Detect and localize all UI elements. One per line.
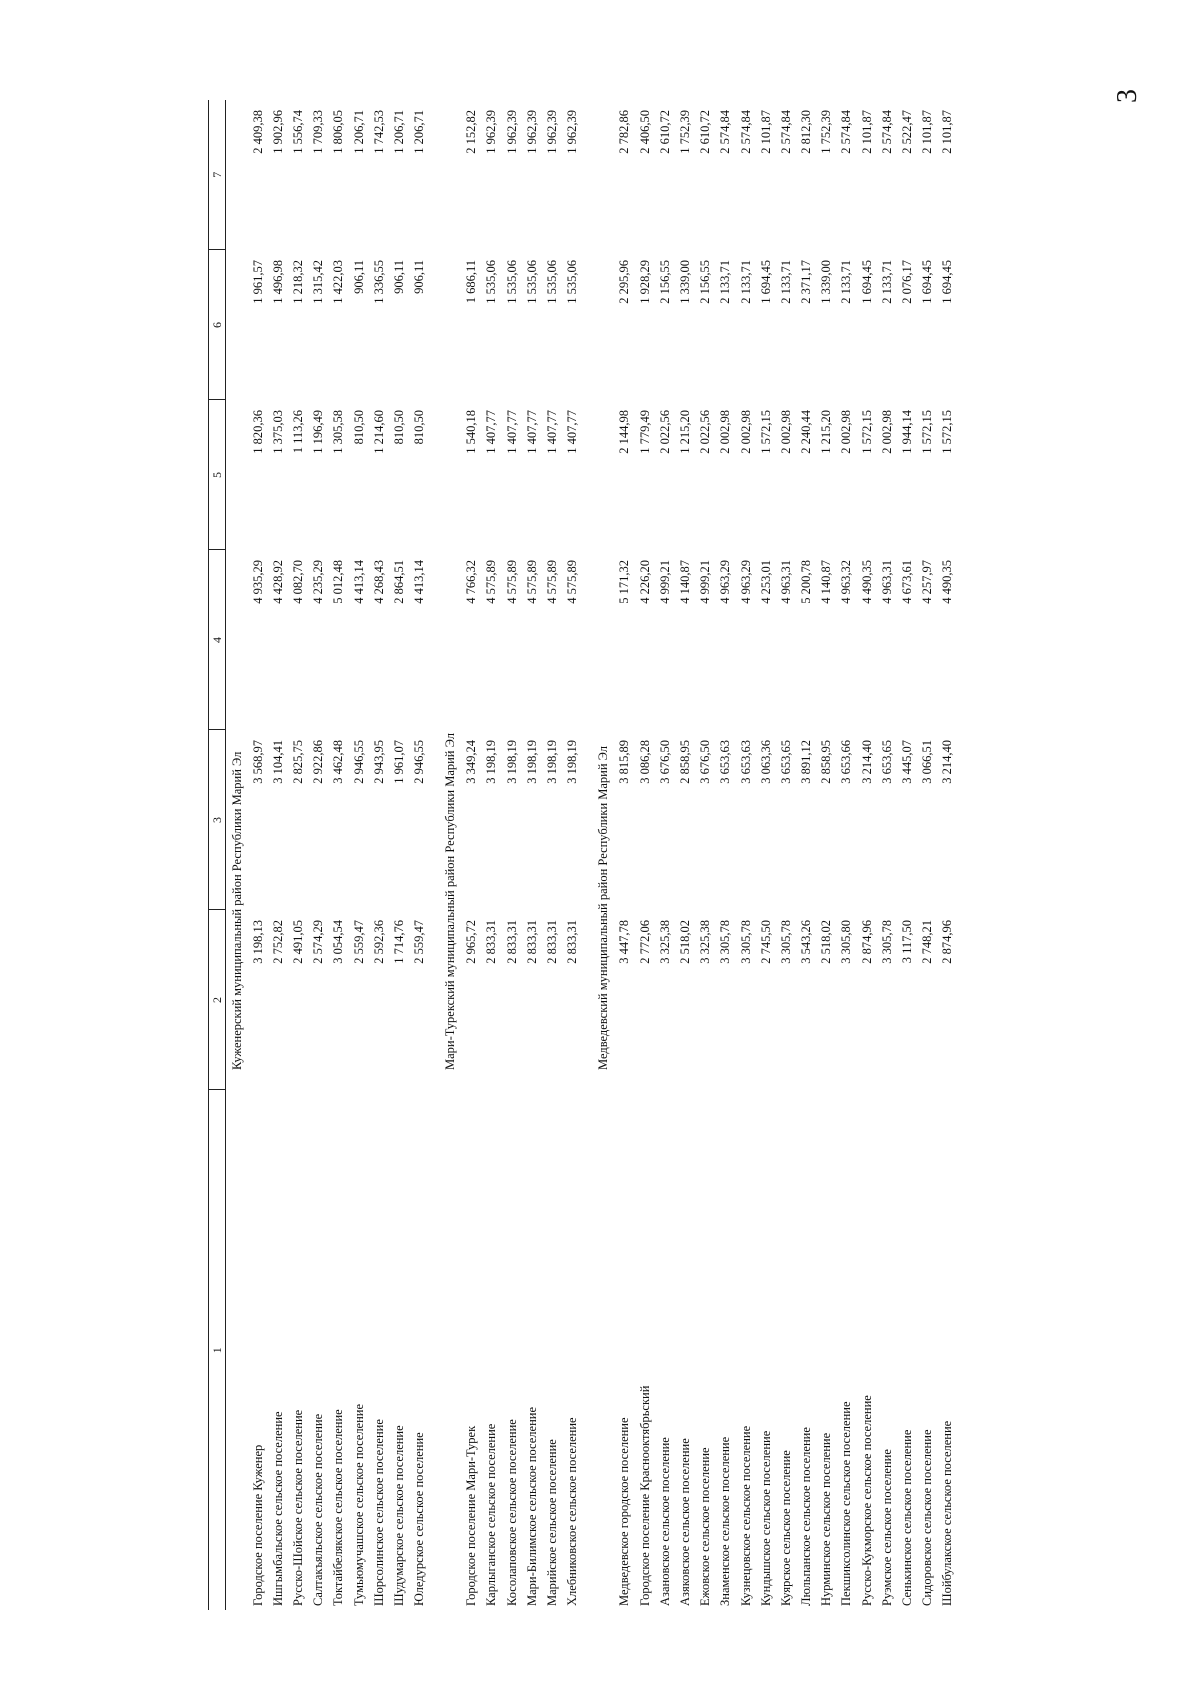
settlement-name: Городское поселение Краснооктябрьский xyxy=(637,1385,652,1606)
table-cell: 2 133,71 xyxy=(738,260,753,304)
table-row xyxy=(857,100,877,1610)
table-row xyxy=(756,100,776,1610)
table-cell: 2 943,95 xyxy=(371,740,386,784)
settlement-name: Тумьюмучашское сельское поселение xyxy=(351,1403,366,1606)
settlement-name: Русско-Шойское сельское поселение xyxy=(290,1409,305,1606)
table-cell: 4 268,43 xyxy=(371,560,386,604)
column-number: 6 xyxy=(209,250,226,400)
table-cell: 4 226,20 xyxy=(637,560,652,604)
section-header-row xyxy=(226,100,249,1610)
gap-cell xyxy=(583,100,593,1610)
table-row xyxy=(776,100,796,1610)
table-cell: 3 305,78 xyxy=(718,920,733,964)
table-cell: 3 653,65 xyxy=(879,740,894,784)
table-row xyxy=(462,100,482,1610)
table-cell: 4 935,29 xyxy=(250,560,265,604)
table-cell: 4 235,29 xyxy=(311,560,326,604)
table-cell: 2 574,84 xyxy=(718,110,733,154)
table-cell: 2 825,75 xyxy=(290,740,305,784)
table-cell: 3 054,54 xyxy=(331,920,346,964)
table-cell: 2 833,31 xyxy=(545,920,560,964)
settlement-name: Мари-Билимское сельское поселение xyxy=(524,1407,539,1606)
table-cell: 1 962,39 xyxy=(565,110,580,154)
table-cell: 1 572,15 xyxy=(859,410,874,454)
table-cell: 1 422,03 xyxy=(331,260,346,304)
table-cell: 2 002,98 xyxy=(778,410,793,454)
table-cell: 2 101,87 xyxy=(920,110,935,154)
table-cell: 4 999,21 xyxy=(698,560,713,604)
table-row xyxy=(482,100,502,1610)
table-row xyxy=(797,100,817,1610)
table-cell: 1 752,39 xyxy=(819,110,834,154)
table-row xyxy=(837,100,857,1610)
table-cell: 3 066,51 xyxy=(920,740,935,784)
table-row xyxy=(938,100,958,1610)
settlement-name: Куярское сельское поселение xyxy=(778,1450,793,1606)
table-row xyxy=(877,100,897,1610)
table-row xyxy=(696,100,716,1610)
table-cell: 1 339,00 xyxy=(677,260,692,304)
settlement-name: Кузнецовское сельское поселение xyxy=(738,1425,753,1606)
table-cell: 3 676,50 xyxy=(657,740,672,784)
table-cell: 2 240,44 xyxy=(799,410,814,454)
table-cell: 1 535,06 xyxy=(565,260,580,304)
table-cell: 3 653,63 xyxy=(738,740,753,784)
table-cell: 4 428,92 xyxy=(270,560,285,604)
table-cell: 2 833,31 xyxy=(524,920,539,964)
table-row xyxy=(675,100,695,1610)
table-cell: 2 133,71 xyxy=(718,260,733,304)
table-cell: 1 407,77 xyxy=(524,410,539,454)
settlement-name: Ежовское сельское поселение xyxy=(698,1447,713,1606)
table-row xyxy=(349,100,369,1610)
table-cell: 2 946,55 xyxy=(412,740,427,784)
table-cell: 1 315,42 xyxy=(311,260,326,304)
section-header-row xyxy=(440,100,462,1610)
table-cell: 2 491,05 xyxy=(290,920,305,964)
table-cell: 3 198,13 xyxy=(250,920,265,964)
table-cell: 2 002,98 xyxy=(879,410,894,454)
table-row xyxy=(288,100,308,1610)
table-cell: 2 574,84 xyxy=(879,110,894,154)
table-cell: 4 140,87 xyxy=(819,560,834,604)
table-cell: 1 820,36 xyxy=(250,410,265,454)
settlement-name: Азановское сельское поселение xyxy=(657,1437,672,1606)
table-cell: 1 218,32 xyxy=(290,260,305,304)
table-row xyxy=(522,100,542,1610)
page-number xyxy=(1108,66,1148,126)
table-cell: 2 574,29 xyxy=(311,920,326,964)
table-cell: 2 518,02 xyxy=(677,920,692,964)
table-cell: 3 462,48 xyxy=(331,740,346,784)
table-cell: 5 012,48 xyxy=(331,560,346,604)
table-cell: 3 653,66 xyxy=(839,740,854,784)
table-cell: 4 490,35 xyxy=(859,560,874,604)
table-cell: 3 653,63 xyxy=(718,740,733,784)
table-cell: 3 891,12 xyxy=(799,740,814,784)
table-cell: 3 198,19 xyxy=(524,740,539,784)
table-cell: 1 961,57 xyxy=(250,260,265,304)
table-cell: 2 833,31 xyxy=(484,920,499,964)
table-cell: 906,11 xyxy=(412,260,427,294)
table-cell: 2 076,17 xyxy=(900,260,915,304)
table-row xyxy=(615,100,635,1610)
table-cell: 4 673,61 xyxy=(900,560,915,604)
tariff-table xyxy=(208,100,958,1610)
table-cell: 1 962,39 xyxy=(504,110,519,154)
table-cell: 1 407,77 xyxy=(484,410,499,454)
table-row xyxy=(716,100,736,1610)
table-cell: 1 752,39 xyxy=(677,110,692,154)
rotated-table-container xyxy=(208,100,988,1610)
table-cell: 3 305,78 xyxy=(738,920,753,964)
table-cell: 1 535,06 xyxy=(524,260,539,304)
table-cell: 2 858,95 xyxy=(677,740,692,784)
table-cell: 2 022,56 xyxy=(657,410,672,454)
table-body xyxy=(226,100,959,1610)
table-cell: 3 653,65 xyxy=(778,740,793,784)
settlement-name: Юледурское сельское поселение xyxy=(412,1432,427,1606)
table-cell: 4 575,89 xyxy=(504,560,519,604)
table-cell: 2 156,55 xyxy=(698,260,713,304)
settlement-name: Ишгымбальское сельское поселение xyxy=(270,1411,285,1606)
table-cell: 4 963,29 xyxy=(718,560,733,604)
settlement-name: Кундышское сельское поселение xyxy=(758,1430,773,1606)
table-cell: 2 833,31 xyxy=(504,920,519,964)
table-cell: 1 407,77 xyxy=(545,410,560,454)
table-cell: 2 864,51 xyxy=(391,560,406,604)
table-row xyxy=(389,100,409,1610)
table-cell: 1 496,98 xyxy=(270,260,285,304)
table-cell: 3 815,89 xyxy=(617,740,632,784)
settlement-name: Салтакъяльское сельское поселение xyxy=(311,1413,326,1606)
table-row xyxy=(410,100,430,1610)
table-cell: 2 748,21 xyxy=(920,920,935,964)
table-cell: 3 117,50 xyxy=(900,920,915,964)
settlement-name: Токтайбелякское сельское поселение xyxy=(331,1409,346,1606)
table-cell: 1 902,96 xyxy=(270,110,285,154)
table-cell: 2 833,31 xyxy=(565,920,580,964)
table-cell: 4 257,97 xyxy=(920,560,935,604)
table-cell: 1 407,77 xyxy=(504,410,519,454)
table-cell: 4 253,01 xyxy=(758,560,773,604)
table-row xyxy=(817,100,837,1610)
column-numbers-row xyxy=(209,100,226,1610)
section-title: Медведевский муниципальный район Республики Марий Эл xyxy=(596,746,611,1070)
table-cell: 1 206,71 xyxy=(351,110,366,154)
table-cell: 3 568,97 xyxy=(250,740,265,784)
table-cell: 1 961,07 xyxy=(391,740,406,784)
group-gap-row xyxy=(430,100,440,1610)
settlement-name: Шудумарское сельское поселение xyxy=(391,1425,406,1606)
table-cell: 1 928,29 xyxy=(637,260,652,304)
table-cell: 3 349,24 xyxy=(464,740,479,784)
table-cell: 2 101,87 xyxy=(758,110,773,154)
settlement-name: Городское поселение Куженер xyxy=(250,1444,265,1606)
settlement-name: Сенькинское сельское поселение xyxy=(900,1429,915,1606)
table-cell: 1 694,45 xyxy=(859,260,874,304)
table-cell: 2 371,17 xyxy=(799,260,814,304)
settlement-name: Русско-Кукморское сельское поселение xyxy=(859,1395,874,1606)
table-row xyxy=(635,100,655,1610)
table-cell: 1 779,49 xyxy=(637,410,652,454)
table-cell: 2 101,87 xyxy=(859,110,874,154)
table-cell: 2 002,98 xyxy=(839,410,854,454)
table-cell: 4 963,31 xyxy=(778,560,793,604)
table-cell: 1 694,45 xyxy=(940,260,955,304)
table-cell: 2 295,96 xyxy=(617,260,632,304)
table-cell: 4 999,21 xyxy=(657,560,672,604)
table-cell: 2 156,55 xyxy=(657,260,672,304)
table-cell: 4 963,29 xyxy=(738,560,753,604)
settlement-name: Медведевское городское поселение xyxy=(617,1417,632,1606)
table-cell: 3 214,40 xyxy=(940,740,955,784)
table-cell: 3 445,07 xyxy=(900,740,915,784)
table-cell: 2 574,84 xyxy=(738,110,753,154)
table-cell: 2 559,47 xyxy=(351,920,366,964)
table-cell: 1 572,15 xyxy=(940,410,955,454)
table-cell: 1 944,14 xyxy=(900,410,915,454)
table-cell: 1 709,33 xyxy=(311,110,326,154)
table-row xyxy=(918,100,938,1610)
table-cell: 4 140,87 xyxy=(677,560,692,604)
table-header xyxy=(209,100,226,1610)
table-cell: 4 963,31 xyxy=(879,560,894,604)
table-cell: 4 575,89 xyxy=(545,560,560,604)
table-cell: 906,11 xyxy=(351,260,366,294)
table-cell: 1 535,06 xyxy=(504,260,519,304)
table-cell: 2 559,47 xyxy=(412,920,427,964)
table-cell: 2 772,06 xyxy=(637,920,652,964)
settlement-name: Шорсолинское сельское поселение xyxy=(371,1419,386,1606)
table-cell: 1 540,18 xyxy=(464,410,479,454)
section-header-row xyxy=(593,100,615,1610)
table-cell: 1 375,03 xyxy=(270,410,285,454)
table-row xyxy=(897,100,917,1610)
table-cell: 4 413,14 xyxy=(412,560,427,604)
table-cell: 1 714,76 xyxy=(391,920,406,964)
table-row xyxy=(563,100,583,1610)
table-cell: 1 962,39 xyxy=(524,110,539,154)
table-cell: 3 325,38 xyxy=(698,920,713,964)
table-cell: 1 742,53 xyxy=(371,110,386,154)
table-cell: 2 406,50 xyxy=(637,110,652,154)
table-cell: 2 874,96 xyxy=(940,920,955,964)
table-cell: 810,50 xyxy=(412,410,427,445)
table-cell: 3 198,19 xyxy=(545,740,560,784)
table-cell: 3 198,19 xyxy=(565,740,580,784)
table-row xyxy=(329,100,349,1610)
table-row xyxy=(736,100,756,1610)
table-cell: 1 214,60 xyxy=(371,410,386,454)
table-cell: 4 575,89 xyxy=(524,560,539,604)
table-cell: 1 556,74 xyxy=(290,110,305,154)
settlement-name: Сидоровское сельское поселение xyxy=(920,1429,935,1606)
section-title: Мари-Турекский муниципальный район Республики Марий Эл xyxy=(443,733,458,1070)
table-cell: 1 686,11 xyxy=(464,260,479,304)
settlement-name: Знаменское сельское поселение xyxy=(718,1436,733,1606)
table-cell: 1 535,06 xyxy=(484,260,499,304)
table-cell: 1 206,71 xyxy=(412,110,427,154)
table-cell: 2 874,96 xyxy=(859,920,874,964)
table-row xyxy=(655,100,675,1610)
table-cell: 1 336,55 xyxy=(371,260,386,304)
page-number-text: 3 xyxy=(1112,89,1143,103)
table-cell: 2 022,56 xyxy=(698,410,713,454)
table-cell: 4 082,70 xyxy=(290,560,305,604)
table-cell: 2 610,72 xyxy=(698,110,713,154)
column-number: 1 xyxy=(209,1090,226,1610)
table-cell: 2 522,47 xyxy=(900,110,915,154)
table-cell: 1 572,15 xyxy=(920,410,935,454)
settlement-name: Карлыганское сельское поселение xyxy=(484,1423,499,1606)
table-row xyxy=(268,100,288,1610)
table-cell: 3 676,50 xyxy=(698,740,713,784)
table-cell: 3 305,78 xyxy=(879,920,894,964)
table-cell: 1 806,05 xyxy=(331,110,346,154)
table-cell: 2 409,38 xyxy=(250,110,265,154)
table-cell: 2 133,71 xyxy=(778,260,793,304)
table-cell: 2 752,82 xyxy=(270,920,285,964)
table-cell: 2 610,72 xyxy=(657,110,672,154)
table-cell: 1 535,06 xyxy=(545,260,560,304)
settlement-name: Марийское сельское поселение xyxy=(545,1439,560,1606)
settlement-name: Пекшиксолинское сельское поселение xyxy=(839,1401,854,1606)
settlement-name: Шойбулакское сельское поселение xyxy=(940,1420,955,1606)
table-cell: 906,11 xyxy=(391,260,406,294)
table-cell: 2 592,36 xyxy=(371,920,386,964)
settlement-name: Руэмское сельское поселение xyxy=(879,1449,894,1606)
column-number: 4 xyxy=(209,550,226,730)
table-cell: 2 518,02 xyxy=(819,920,834,964)
table-cell: 2 922,86 xyxy=(311,740,326,784)
table-row xyxy=(369,100,389,1610)
table-cell: 3 305,78 xyxy=(778,920,793,964)
table-row xyxy=(309,100,329,1610)
column-number: 5 xyxy=(209,400,226,550)
table-cell: 2 101,87 xyxy=(940,110,955,154)
table-cell: 4 963,32 xyxy=(839,560,854,604)
table-cell: 2 144,98 xyxy=(617,410,632,454)
table-cell: 1 215,20 xyxy=(819,410,834,454)
table-cell: 3 305,80 xyxy=(839,920,854,964)
table-cell: 2 946,55 xyxy=(351,740,366,784)
table-row xyxy=(542,100,562,1610)
settlement-name: Хлебниковское сельское поселение xyxy=(565,1417,580,1606)
table-cell: 2 002,98 xyxy=(718,410,733,454)
table-cell: 2 745,50 xyxy=(758,920,773,964)
table-cell: 1 572,15 xyxy=(758,410,773,454)
table-cell: 2 965,72 xyxy=(464,920,479,964)
table-cell: 1 196,49 xyxy=(311,410,326,454)
column-number: 2 xyxy=(209,910,226,1090)
settlement-name: Нурминское сельское поселение xyxy=(819,1432,834,1606)
table-cell: 2 133,71 xyxy=(879,260,894,304)
table-cell: 810,50 xyxy=(391,410,406,445)
settlement-name: Люльпанское сельское поселение xyxy=(799,1427,814,1606)
table-cell: 3 214,40 xyxy=(859,740,874,784)
table-cell: 1 113,26 xyxy=(290,410,305,454)
table-cell: 2 133,71 xyxy=(839,260,854,304)
table-cell: 1 407,77 xyxy=(565,410,580,454)
table-cell: 3 104,41 xyxy=(270,740,285,784)
table-row xyxy=(248,100,268,1610)
table-cell: 4 766,32 xyxy=(464,560,479,604)
table-cell: 3 198,19 xyxy=(484,740,499,784)
table-cell: 1 215,20 xyxy=(677,410,692,454)
table-cell: 3 325,38 xyxy=(657,920,672,964)
table-cell: 4 575,89 xyxy=(565,560,580,604)
table-cell: 5 171,32 xyxy=(617,560,632,604)
gap-cell xyxy=(430,100,440,1610)
table-cell: 2 002,98 xyxy=(738,410,753,454)
table-cell: 1 962,39 xyxy=(484,110,499,154)
table-cell: 4 413,14 xyxy=(351,560,366,604)
table-cell: 1 694,45 xyxy=(920,260,935,304)
section-title: Куженерский муниципальный район Республики Марий Эл xyxy=(229,751,244,1070)
table-row xyxy=(502,100,522,1610)
table-cell: 2 782,86 xyxy=(617,110,632,154)
column-number: 3 xyxy=(209,730,226,910)
table-cell: 4 490,35 xyxy=(940,560,955,604)
table-cell: 2 812,30 xyxy=(799,110,814,154)
table-cell: 3 063,36 xyxy=(758,740,773,784)
table-cell: 5 200,78 xyxy=(799,560,814,604)
table-cell: 3 447,78 xyxy=(617,920,632,964)
settlement-name: Городское поселение Мари-Турек xyxy=(464,1425,479,1606)
table-cell: 4 575,89 xyxy=(484,560,499,604)
table-cell: 1 305,58 xyxy=(331,410,346,454)
table-cell: 1 962,39 xyxy=(545,110,560,154)
settlement-name: Азяковское сельское поселение xyxy=(677,1438,692,1606)
table-cell: 1 206,71 xyxy=(391,110,406,154)
table-cell: 2 858,95 xyxy=(819,740,834,784)
table-cell: 810,50 xyxy=(351,410,366,445)
settlement-name: Косолаповское сельское поселение xyxy=(504,1419,519,1606)
table-cell: 3 198,19 xyxy=(504,740,519,784)
table-cell: 2 574,84 xyxy=(778,110,793,154)
table-cell: 2 574,84 xyxy=(839,110,854,154)
table-cell: 1 694,45 xyxy=(758,260,773,304)
column-number: 7 xyxy=(209,100,226,250)
table-cell: 1 339,00 xyxy=(819,260,834,304)
table-cell: 3 086,28 xyxy=(637,740,652,784)
table-cell: 3 543,26 xyxy=(799,920,814,964)
table-cell: 2 152,82 xyxy=(464,110,479,154)
group-gap-row xyxy=(583,100,593,1610)
